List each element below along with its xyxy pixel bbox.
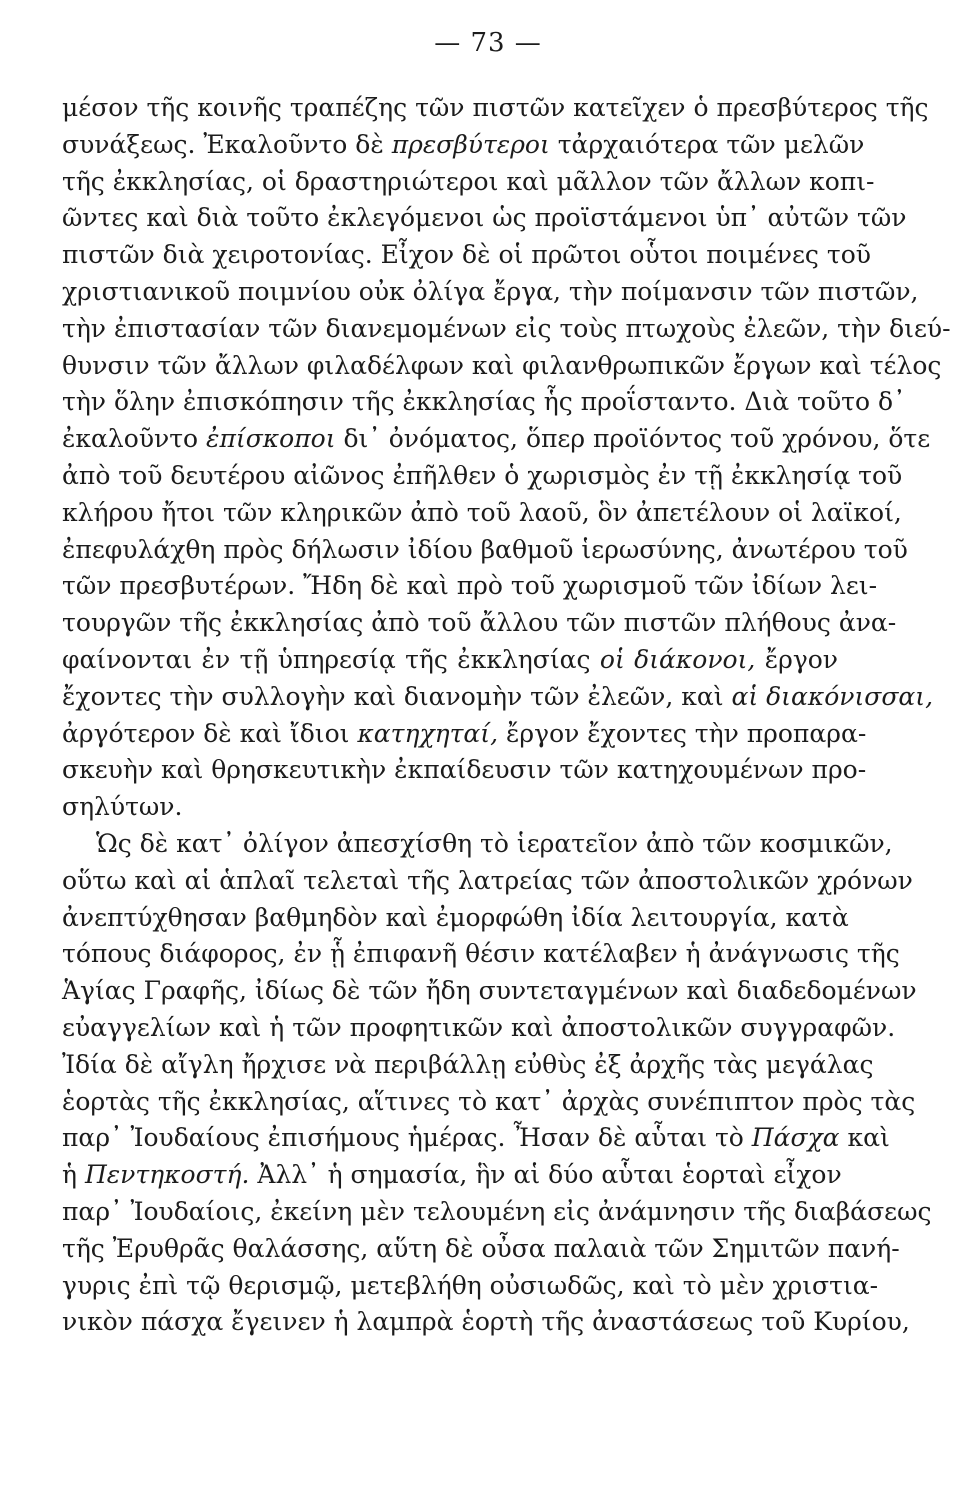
italic-term: αἱ διακόνισσαι,: [731, 681, 934, 711]
text-line: [62, 568, 878, 605]
text-line: [62, 348, 942, 385]
italic-term: κατηχηταί,: [357, 718, 499, 748]
text-line: [62, 900, 849, 937]
text-segment: κλήρου ἤτοι τῶν κληρικῶν ἀπὸ τοῦ λαοῦ, ὃν ἀπετέλουν οἱ λαϊκοί,: [62, 497, 902, 527]
text-segment: ἑορτὰς τῆς ἐκκλησίας, αἵτινες τὸ κατ᾽ ἀρχὰς συνέπιπτον πρὸς τὰς: [62, 1086, 916, 1116]
text-line: [62, 421, 931, 458]
text-line: [62, 752, 867, 789]
text-segment: ἔχοντες τὴν συλλογὴν καὶ διανομὴν τῶν ἐλεῶν, καὶ: [62, 681, 732, 711]
text-segment: δι᾽ ὀνόματος, ὅπερ προϊόντος τοῦ χρόνου, ὅτε: [335, 424, 931, 454]
text-line: [62, 642, 838, 679]
text-segment: ἔργον ἔχοντες τὴν προπαρα-: [498, 718, 867, 748]
text-segment: καὶ: [839, 1123, 890, 1153]
text-segment: ἀργότερον δὲ καὶ ἴδιοι: [62, 718, 358, 748]
text-segment: ἔργον: [755, 644, 839, 674]
body-text: [62, 90, 951, 1341]
italic-term: πρεσβύτεροι: [391, 129, 550, 159]
text-line: [62, 274, 919, 311]
text-line: [62, 1268, 879, 1305]
text-line: [62, 495, 902, 532]
text-line: [62, 1120, 890, 1157]
text-segment: ἀνεπτύχθησαν βαθμηδὸν καὶ ἐμορφώθη ἰδία λειτουργία, κατὰ: [62, 902, 849, 932]
text-line: [62, 679, 934, 716]
text-segment: Ἁγίας Γραφῆς, ἰδίως δὲ τῶν ἤδη συντεταγμένων καὶ διαδεδομένων: [62, 976, 917, 1006]
text-segment: συνάξεως. Ἐκαλοῦντο δὲ: [62, 129, 392, 159]
text-line: [62, 789, 838, 826]
italic-term: Πάσχα: [751, 1123, 840, 1153]
text-line: [62, 237, 871, 274]
text-segment: ἀπὸ τοῦ δευτέρου αἰῶνος ἐπῆλθεν ὁ χωρισμὸς ἐν τῇ ἐκκλησίᾳ τοῦ: [62, 460, 903, 490]
text-segment: τῶν πρεσβυτέρων. Ἤδη δὲ καὶ πρὸ τοῦ χωρισμοῦ τῶν ἰδίων λει-: [62, 571, 878, 601]
text-segment: τόπους διάφορος, ἐν ᾗ ἐπιφανῆ θέσιν κατέλαβεν ἡ ἀνάγνωσις τῆς: [62, 939, 900, 969]
text-line: [62, 1010, 896, 1047]
text-line: [62, 716, 867, 753]
text-segment: γυρις ἐπὶ τῷ θερισμῷ, μετεβλήθη οὐσιωδῶς, καὶ τὸ μὲν χριστια-: [62, 1270, 879, 1300]
text-segment: οὕτω καὶ αἱ ἁπλαῖ τελεταὶ τῆς λατρείας τῶν ἀποστολικῶν χρόνων: [62, 865, 913, 895]
text-line: [62, 458, 903, 495]
text-line: [62, 1047, 874, 1084]
text-line: [62, 127, 865, 164]
text-line: [62, 164, 875, 201]
text-line: [62, 90, 929, 127]
italic-term: Πεντηκοστή.: [84, 1160, 250, 1190]
text-segment: τουργῶν τῆς ἐκκλησίας ἀπὸ τοῦ ἄλλου τῶν πιστῶν πλήθους ἀνα-: [62, 608, 897, 638]
text-segment: Ἀλλ᾽ ἡ σημασία, ἣν αἱ δύο αὗται ἑορταὶ εἶχον: [249, 1160, 842, 1190]
text-line: [62, 863, 913, 900]
text-line: [62, 1157, 842, 1194]
text-line: [62, 936, 900, 973]
text-segment: τῆς Ἐρυθρᾶς θαλάσσης, αὕτη δὲ οὖσα παλαιὰ τῶν Σημιτῶν πανή-: [62, 1233, 900, 1263]
text-segment: παρ᾽ Ἰουδαίοις, ἐκείνη μὲν τελουμένη εἰς ἀνάμνησιν τῆς διαβάσεως: [62, 1196, 932, 1226]
text-line: [62, 532, 908, 569]
text-segment: Ἰδία δὲ αἴγλη ἤρχισε νὰ περιβάλλῃ εὐθὺς ἐξ ἀρχῆς τὰς μεγάλας: [62, 1049, 874, 1079]
text-segment: ἡ: [62, 1160, 85, 1190]
text-line: [62, 1304, 910, 1341]
italic-term: ἐπίσκοποι: [206, 424, 336, 454]
text-line: [62, 605, 897, 642]
text-line: [62, 311, 951, 348]
text-segment: φαίνονται ἐν τῇ ὑπηρεσίᾳ τῆς ἐκκλησίας: [62, 644, 600, 674]
text-segment: σκευὴν καὶ θρησκευτικὴν ἐκπαίδευσιν τῶν κατηχουμένων προ-: [62, 755, 867, 785]
text-line: [62, 826, 893, 863]
text-line: [62, 1231, 900, 1268]
paragraph: [62, 826, 932, 1341]
text-line: [62, 384, 906, 421]
text-segment: παρ᾽ Ἰουδαίους ἐπισήμους ἡμέρας. Ἦσαν δὲ αὗται τὸ: [62, 1123, 752, 1153]
text-segment: πιστῶν διὰ χειροτονίας. Εἶχον δὲ οἱ πρῶτοι οὗτοι ποιμένες τοῦ: [62, 240, 871, 270]
text-line: [62, 973, 917, 1010]
text-line: [62, 200, 907, 237]
text-segment: τῆς ἐκκλησίας, οἱ δραστηριώτεροι καὶ μᾶλλον τῶν ἄλλων κοπι-: [62, 166, 875, 196]
text-segment: χριστιανικοῦ ποιμνίου οὐκ ὀλίγα ἔργα, τὴν ποίμανσιν τῶν πιστῶν,: [62, 276, 919, 306]
text-segment: θυνσιν τῶν ἄλλων φιλαδέλφων καὶ φιλανθρωπικῶν ἔργων καὶ τέλος: [62, 350, 942, 380]
text-line: [62, 1084, 916, 1121]
text-segment: τὴν ὅλην ἐπισκόπησιν τῆς ἐκκλησίας ἧς προΐσταντο. Διὰ τοῦτο δ᾽: [62, 387, 906, 417]
text-segment: νικὸν πάσχα ἔγεινεν ἡ λαμπρὰ ἑορτὴ τῆς ἀναστάσεως τοῦ Κυρίου,: [62, 1307, 910, 1337]
text-segment: εὐαγγελίων καὶ ἡ τῶν προφητικῶν καὶ ἀποστολικῶν συγγραφῶν.: [62, 1012, 896, 1042]
text-segment: τἀρχαιότερα τῶν μελῶν: [549, 129, 865, 159]
italic-term: οἱ διάκονοι,: [599, 644, 756, 674]
text-segment: Ὡς δὲ κατ᾽ ὀλίγον ἀπεσχίσθη τὸ ἱερατεῖον ἀπὸ τῶν κοσμικῶν,: [96, 828, 893, 858]
paragraph: [62, 90, 951, 826]
text-segment: τὴν ἐπιστασίαν τῶν διανεμομένων εἰς τοὺς πτωχοὺς ἐλεῶν, τὴν διεύ-: [62, 313, 951, 343]
text-segment: ἐπεφυλάχθη πρὸς δήλωσιν ἰδίου βαθμοῦ ἱερωσύνης, ἀνωτέρου τοῦ: [62, 534, 908, 564]
text-segment: ἐκαλοῦντο: [62, 424, 207, 454]
text-line: [62, 1194, 932, 1231]
text-segment: ῶντες καὶ διὰ τοῦτο ἐκλεγόμενοι ὡς προϊστάμενοι ὑπ᾽ αὐτῶν τῶν: [62, 203, 907, 233]
text-segment: σηλύτων.: [62, 792, 183, 822]
text-segment: μέσον τῆς κοινῆς τραπέζης τῶν πιστῶν κατεῖχεν ὁ πρεσβύτερος τῆς: [62, 93, 929, 122]
page-number: — 73 —: [434, 28, 542, 58]
